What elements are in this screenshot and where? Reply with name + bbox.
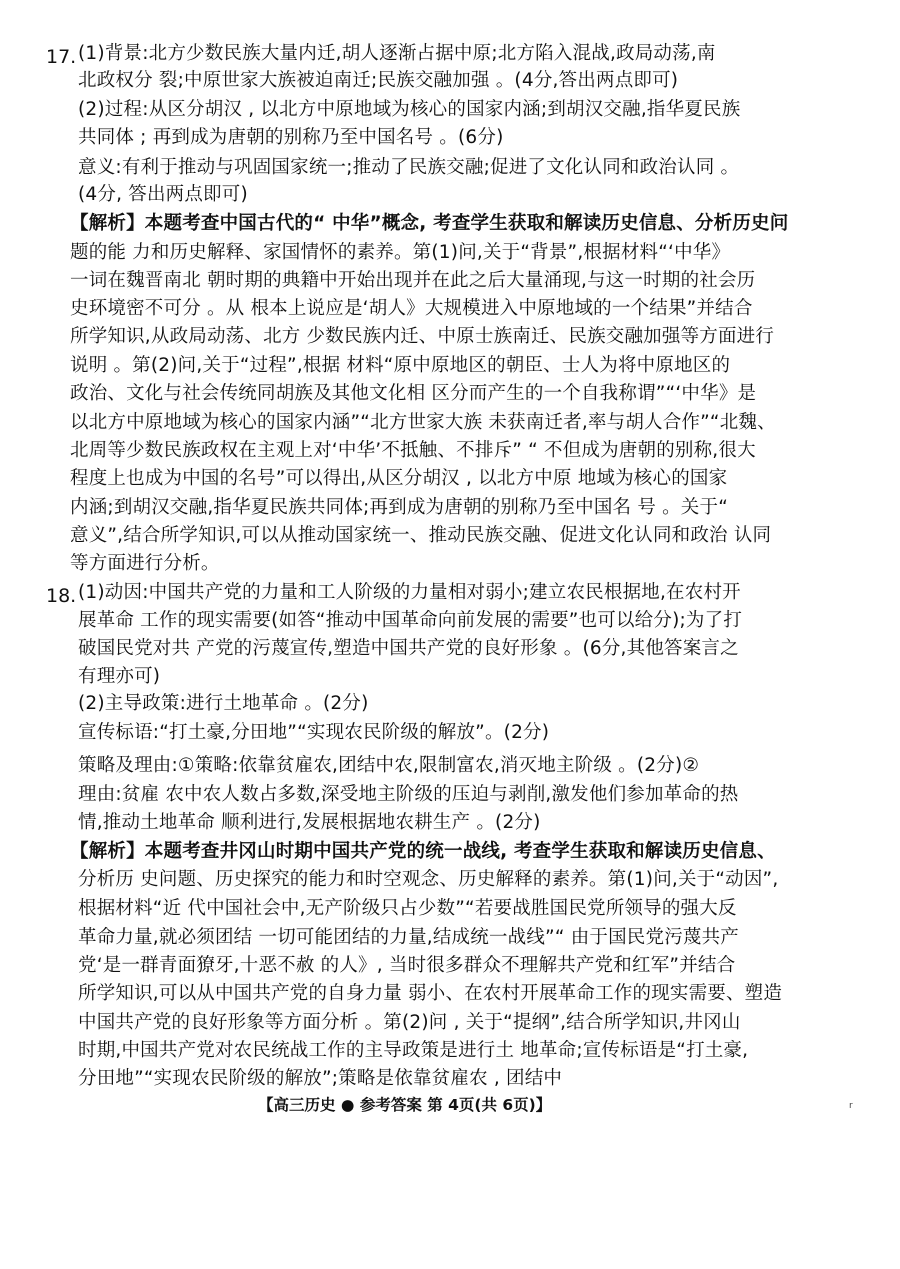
- q17-analysis-line: 史环境密不可分 。从 根本上说应是‘胡人》大规模进入中原地域的一个结果”并结合: [70, 298, 753, 319]
- q18-line: 情,推动土地革命 顺利进行,发展根据地农耕生产 。(2分): [78, 812, 541, 833]
- q18-line: (2)主导政策:进行土地革命 。(2分): [78, 693, 369, 714]
- q18-analysis-line: 分析历 史问题、历史探究的能力和时空观念、历史解释的素养。第(1)问,关于“动因”,: [78, 869, 779, 890]
- q17-analysis-line: 政治、文化与社会传统同胡族及其他文化相 区分而产生的一个自我称谓”“‘中华》是: [70, 383, 757, 404]
- q18-analysis-line: 中国共产党的良好形象等方面分析 。第(2)问 , 关于“提纲”,结合所学知识,井冈山: [78, 1012, 741, 1033]
- q18-analysis-line: 所学知识,可以从中国共产党的自身力量 弱小、在农村开展革命工作的现实需要、塑造: [78, 983, 783, 1004]
- q17-line: 意义:有利于推动与巩固国家统一;推动了民族交融;促进了文化认同和政治认同 。: [78, 157, 740, 178]
- q18-line: 展革命 工作的现实需要(如答“推动中国革命向前发展的需要”也可以给分);为了打: [78, 610, 743, 631]
- q17-line: (4分, 答出两点即可): [78, 184, 248, 205]
- q17-analysis-line: 所学知识,从政局动荡、北方 少数民族内迁、中原士族南迁、民族交融加强等方面进行: [70, 326, 775, 347]
- q17-line: 北政权分 裂;中原世家大族被迫南迁;民族交融加强 。(4分,答出两点即可): [78, 70, 679, 91]
- q17-analysis-line: 意义”,结合所学知识,可以从推动国家统一、推动民族交融、促进文化认同和政治 认同: [70, 525, 772, 546]
- q18-line: 有理亦可): [78, 666, 161, 687]
- q18-analysis-line: 根据材料“近 代中国社会中,无产阶级只占少数”“若要战胜国民党所领导的强大反: [78, 898, 737, 919]
- corner-mark: r: [849, 1101, 853, 1111]
- q18-line: 理由:贫雇 农中农人数占多数,深受地主阶级的压迫与剥削,激发他们参加革命的热: [78, 784, 739, 805]
- question-18-number: 18.: [46, 585, 77, 607]
- q18-analysis-line: 分田地”“实现农民阶级的解放”;策略是依靠贫雇农 , 团结中: [78, 1068, 563, 1089]
- q18-line: 宣传标语:“打土豪,分田地”“实现农民阶级的解放”。(2分): [78, 722, 550, 743]
- q17-analysis-line: 题的能 力和历史解释、家国情怀的素养。第(1)问,关于“背景”,根据材料“‘中华》: [70, 242, 731, 263]
- q17-analysis-line: 等方面进行分析。: [70, 553, 220, 574]
- q17-line: (2)过程:从区分胡汉 , 以北方中原地域为核心的国家内涵;到胡汉交融,指华夏民族: [78, 99, 741, 120]
- q17-analysis-line: 说明 。第(2)问,关于“过程”,根据 材料“原中原地区的朝臣、士人为将中原地区的: [70, 355, 731, 376]
- q18-line: 策略及理由:①策略:依靠贫雇农,团结中农,限制富农,消灭地主阶级 。(2分)②: [78, 755, 700, 776]
- q17-analysis-line: 内涵;到胡汉交融,指华夏民族共同体;再到成为唐朝的别称乃至中国名 号 。关于“: [70, 497, 728, 518]
- q17-analysis-line: 北周等少数民族政权在主观上对‘中华’不抵触、不排斥” “ 不但成为唐朝的别称,很大: [70, 440, 756, 461]
- q18-analysis-line: 【解析】本题考查井冈山时期中国共产党的统一战线, 考查学生获取和解读历史信息、: [70, 841, 776, 862]
- question-17-number: 17.: [46, 46, 77, 68]
- q17-analysis-line: 以北方中原地域为核心的国家内涵”“北方世家大族 未获南迁者,率与胡人合作”“北魏、: [70, 412, 776, 433]
- q18-analysis-line: 党‘是一群青面獠牙,十恶不赦 的人》, 当时很多群众不理解共产党和红军”并结合: [78, 955, 736, 976]
- q18-line: 破国民党对共 产党的污蔑宣传,塑造中国共产党的良好形象 。(6分,其他答案言之: [78, 638, 739, 659]
- q17-analysis-line: 【解析】本题考查中国古代的“ 中华”概念, 考查学生获取和解读历史信息、分析历史问: [70, 213, 789, 234]
- q18-analysis-line: 革命力量,就必须团结 一切可能团结的力量,结成统一战线”“ 由于国民党污蔑共产: [78, 927, 739, 948]
- page-footer: 【高三历史 ● 参考答案 第 4页(共 6页)】: [258, 1096, 552, 1114]
- q17-line: (1)背景:北方少数民族大量内迁,胡人逐渐占据中原;北方陷入混战,政局动荡,南: [78, 43, 716, 64]
- q17-analysis-line: 程度上也成为中国的名号”可以得出,从区分胡汉 , 以北方中原 地域为核心的国家: [70, 468, 728, 489]
- q18-analysis-line: 时期,中国共产党对农民统战工作的主导政策是进行土 地革命;宣传标语是“打土豪,: [78, 1040, 749, 1061]
- q17-analysis-line: 一词在魏晋南北 朝时期的典籍中开始出现并在此之后大量涌现,与这一时期的社会历: [70, 270, 756, 291]
- q18-line: (1)动因:中国共产党的力量和工人阶级的力量相对弱小;建立农民根据地,在农村开: [78, 582, 741, 603]
- q17-line: 共同体 ; 再到成为唐朝的别称乃至中国名号 。(6分): [78, 127, 504, 148]
